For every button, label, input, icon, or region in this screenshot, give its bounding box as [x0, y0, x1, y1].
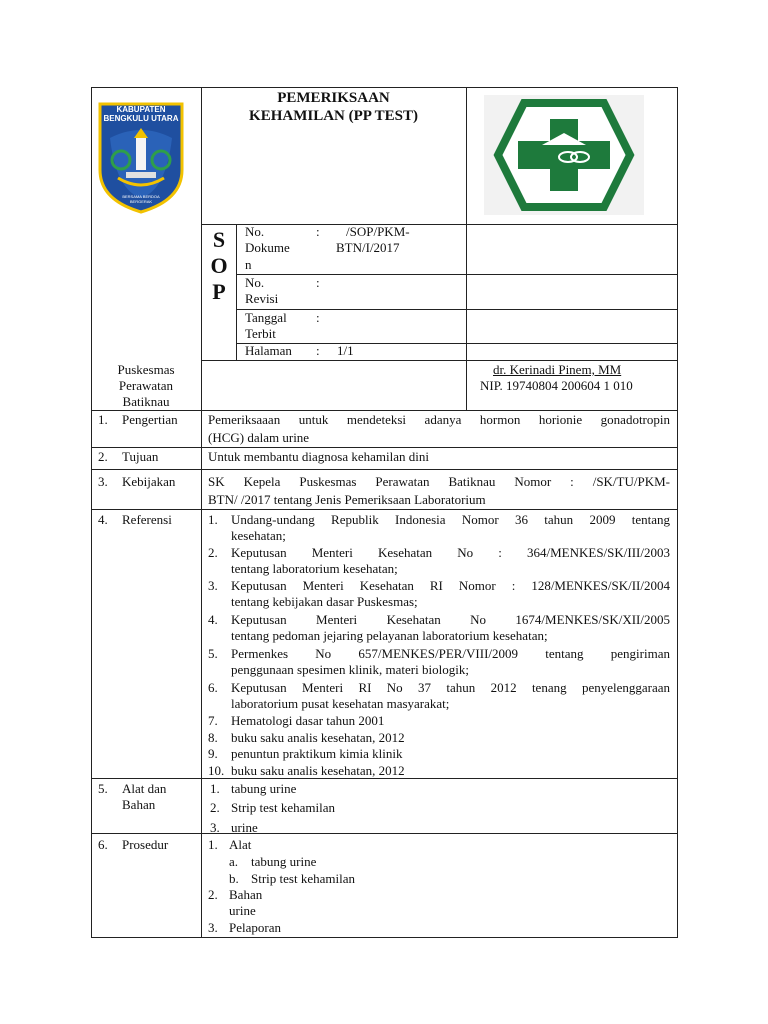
ref-item-l1: Keputusan Menteri Kesehatan RI Nomor : 128/MENKES/SK/II/2004 — [231, 578, 670, 593]
logo-text-line2: BENGKULU UTARA — [103, 114, 179, 123]
alat-item: urine — [231, 820, 258, 835]
ref-num: 9. — [208, 746, 218, 761]
ref-num: 2. — [208, 545, 218, 560]
ref-item-l2: tentang laboratorium kesehatan; — [231, 561, 398, 576]
prosedur-sub-num: b. — [229, 871, 239, 886]
head-name: dr. Kerinadi Pinem, MM — [493, 362, 622, 377]
tujuan-text: Untuk membantu diagnosa kehamilan dini — [208, 449, 429, 464]
kebijakan-text-l1: SK Kepela Puskesmas Perawatan Batiknau Nomor : /SK/TU/PKM- — [208, 474, 670, 489]
revision-colon: : — [316, 275, 320, 290]
sop-letters — [202, 227, 236, 305]
ref-num: 7. — [208, 713, 218, 728]
ref-num: 1. — [208, 512, 218, 527]
ref-item-l1: Keputusan Menteri RI No 37 tahun 2012 tenang penyelenggaraan — [231, 680, 670, 695]
title-line1: PEMERIKSAAN — [277, 90, 390, 106]
pengertian-text-l1: Pemeriksaaan untuk mendeteksi adanya hormon horionie gonadotropin — [208, 412, 670, 427]
section-label-alat-l1: Alat dan — [122, 781, 167, 796]
page-colon: : — [316, 343, 320, 358]
section-num-alat: 5. — [98, 781, 108, 796]
section-num-prosedur: 6. — [98, 837, 108, 852]
doc-number-value-l2: BTN/I/2017 — [336, 240, 400, 255]
ref-num: 3. — [208, 578, 218, 593]
doc-number-colon: : — [316, 224, 320, 239]
alat-num: 2. — [210, 800, 220, 815]
kabupaten-logo — [96, 100, 186, 215]
ref-item-l1: penuntun praktikum kimia klinik — [231, 746, 403, 761]
ref-num: 8. — [208, 730, 218, 745]
alat-num: 3. — [210, 820, 220, 835]
prosedur-sub-step: Strip test kehamilan — [251, 871, 355, 886]
title-line2: KEHAMILAN (PP TEST) — [249, 108, 418, 124]
prosedur-sub-step: tabung urine — [251, 854, 317, 869]
pengertian-text-l2: (HCG) dalam urine — [208, 430, 310, 445]
section-num-referensi: 4. — [98, 512, 108, 527]
page-title — [201, 89, 466, 125]
ref-item-l1: Hematologi dasar tahun 2001 — [231, 713, 385, 728]
prosedur-num: 1. — [208, 837, 218, 852]
doc-number-value-l1: /SOP/PKM- — [346, 224, 410, 239]
kebijakan-text-l2: BTN/ /2017 tentang Jenis Pemeriksaan Laboratorium — [208, 492, 486, 507]
revision-label-l1: No. — [245, 275, 265, 290]
ref-num: 10. — [208, 763, 225, 778]
ref-item-l2: tentang pedoman jejaring pelayanan laboratorium kesehatan; — [231, 628, 548, 643]
ref-item-l2: laboratorium pusat kesehatan masyarakat; — [231, 696, 450, 711]
prosedur-step: Alat — [229, 837, 252, 852]
section-label-kebijakan: Kebijakan — [122, 474, 176, 489]
puskesmas-name — [91, 362, 201, 410]
logo-text-line1: KABUPATEN — [116, 105, 166, 114]
section-num-pengertian: 1. — [98, 412, 108, 427]
page-value: 1/1 — [337, 343, 354, 358]
section-num-tujuan: 2. — [98, 449, 108, 464]
puskesmas-name-l2: Perawatan — [118, 378, 174, 393]
ref-num: 4. — [208, 612, 218, 627]
section-label-alat-l2: Bahan — [122, 797, 156, 812]
puskesmas-logo — [484, 95, 644, 215]
issue-date-label-l2: Terbit — [245, 326, 276, 341]
page-label: Halaman — [245, 343, 292, 358]
prosedur-sub-num: a. — [229, 854, 239, 869]
ref-item-l1: Permenkes No 657/MENKES/PER/VIII/2009 tentang pengiriman — [231, 646, 670, 661]
section-num-kebijakan: 3. — [98, 474, 108, 489]
ref-item-l2: kesehatan; — [231, 528, 286, 543]
logo-ribbon-text: BERSAMA BERDOA BERGERAK — [122, 194, 160, 204]
prosedur-sub-step: urine — [229, 903, 256, 918]
prosedur-num: 3. — [208, 920, 218, 935]
issue-date-colon: : — [316, 310, 320, 325]
section-label-tujuan: Tujuan — [122, 449, 159, 464]
head-nip: NIP. 19740804 200604 1 010 — [480, 378, 633, 393]
alat-num: 1. — [210, 781, 220, 796]
doc-number-label-l1: No. — [245, 224, 265, 239]
puskesmas-name-l1: Puskesmas — [117, 362, 175, 377]
prosedur-step: Pelaporan — [229, 920, 281, 935]
ref-item-l2: tentang kebijakan dasar Puskesmas; — [231, 594, 418, 609]
ref-item-l1: Undang-undang Republik Indonesia Nomor 36 tahun 2009 tentang — [231, 512, 670, 527]
doc-number-label-l2: Dokume — [245, 240, 290, 255]
section-label-prosedur: Prosedur — [122, 837, 169, 852]
ref-item-l1: buku saku analis kesehatan, 2012 — [231, 730, 405, 745]
ref-num: 5. — [208, 646, 218, 661]
ref-item-l2: penggunaan spesimen klinik, materi biologik; — [231, 662, 469, 677]
ref-item-l1: Keputusan Menteri Kesehatan No : 364/MENKES/SK/III/2003 — [231, 545, 670, 560]
prosedur-num: 2. — [208, 887, 218, 902]
sop-letter-s: S — [212, 227, 226, 252]
ref-item-l1: Keputusan Menteri Kesehatan No 1674/MENKES/SK/XII/2005 — [231, 612, 670, 627]
revision-label-l2: Revisi — [245, 291, 279, 306]
alat-item: Strip test kehamilan — [231, 800, 335, 815]
doc-number-label-l3: n — [245, 257, 252, 272]
section-label-referensi: Referensi — [122, 512, 172, 527]
section-label-pengertian: Pengertian — [122, 412, 178, 427]
puskesmas-name-l3: Batiknau — [122, 394, 170, 409]
sop-letter-o: O — [210, 253, 228, 278]
issue-date-label-l1: Tanggal — [245, 310, 287, 325]
alat-item: tabung urine — [231, 781, 297, 796]
ref-item-l1: buku saku analis kesehatan, 2012 — [231, 763, 405, 778]
sop-letter-p: P — [212, 279, 226, 304]
ref-num: 6. — [208, 680, 218, 695]
prosedur-step: Bahan — [229, 887, 263, 902]
